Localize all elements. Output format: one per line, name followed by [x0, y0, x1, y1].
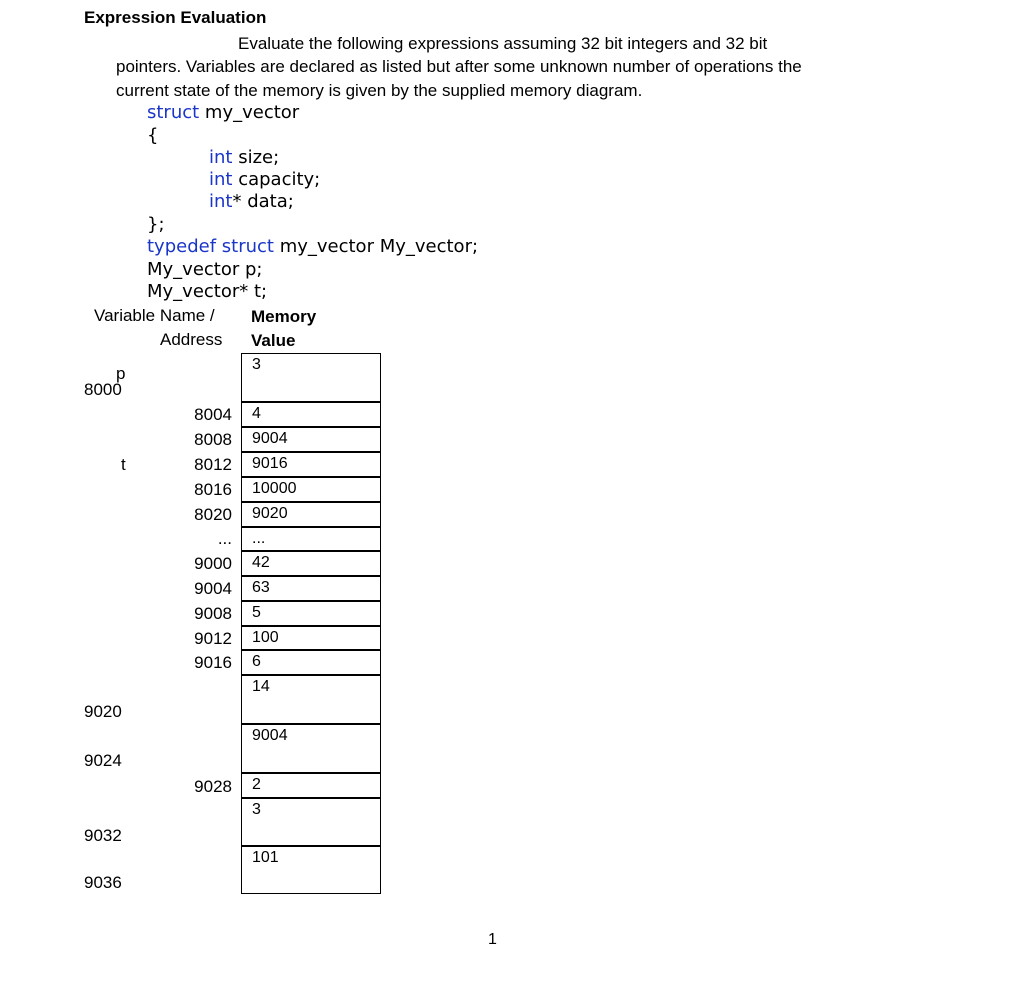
- struct-keyword: struct: [147, 102, 200, 123]
- memory-value: 14: [252, 678, 270, 695]
- memory-value: 3: [252, 356, 261, 373]
- address-8020: 8020: [194, 505, 232, 524]
- intro-line-2: pointers. Variables are declared as listed but after some unknown number of operations the: [116, 57, 802, 76]
- memory-value: 10000: [252, 480, 297, 497]
- intro-line-3: current state of the memory is given by the supplied memory diagram.: [116, 81, 643, 100]
- page-title: Expression Evaluation: [84, 8, 267, 27]
- variable-p: p: [116, 364, 126, 383]
- header-memory: Memory: [251, 307, 317, 326]
- memory-cell-9028: [241, 773, 381, 798]
- memory-cell-8012: [241, 452, 381, 477]
- memory-cell-9008: [241, 601, 381, 626]
- memory-cell-9032: [241, 798, 381, 846]
- memory-value: 3: [252, 801, 261, 818]
- address-9028: 9028: [194, 777, 232, 796]
- code-field-size: [209, 147, 279, 168]
- memory-cell-8016: [241, 477, 381, 502]
- address-9036: 9036: [84, 873, 122, 892]
- address-9016: 9016: [194, 653, 232, 672]
- intro-line-1: Evaluate the following expressions assuming 32 bit integers and 32 bit: [238, 34, 768, 53]
- field-type: int: [209, 169, 233, 190]
- address-9024: 9024: [84, 751, 122, 770]
- address-8012: 8012: [194, 455, 232, 474]
- header-value: Value: [251, 331, 296, 350]
- memory-value: 4: [252, 405, 261, 422]
- field-type: int: [209, 147, 233, 168]
- address-8008: 8008: [194, 430, 232, 449]
- address-8016: 8016: [194, 480, 232, 499]
- memory-value: 2: [252, 776, 261, 793]
- memory-cell-9012: [241, 626, 381, 650]
- code-decl-t: My_vector* t;: [147, 281, 268, 302]
- memory-cell-9000: [241, 551, 381, 576]
- code-struct-line: [147, 102, 299, 123]
- code-close-brace: };: [147, 214, 165, 235]
- typedef-rest: my_vector My_vector;: [273, 236, 479, 257]
- memory-cell-8008: [241, 427, 381, 452]
- address-9004: 9004: [194, 579, 232, 598]
- memory-value: 100: [252, 629, 279, 646]
- address-8000: 8000: [84, 380, 122, 399]
- address-9012: 9012: [194, 629, 232, 648]
- field-type: int: [209, 191, 233, 212]
- code-decl-p: My_vector p;: [147, 259, 263, 280]
- header-variable-name: Variable Name /: [94, 306, 215, 325]
- memory-value: 6: [252, 653, 261, 670]
- memory-cell-9036: [241, 846, 381, 894]
- header-address: Address: [160, 330, 223, 349]
- memory-value: ...: [252, 530, 266, 547]
- code-typedef-line: [147, 236, 478, 257]
- address-9032: 9032: [84, 826, 122, 845]
- page-number: 1: [488, 931, 497, 948]
- memory-value: 5: [252, 604, 261, 621]
- memory-cell-9004: [241, 576, 381, 601]
- address-8004: 8004: [194, 405, 232, 424]
- address-9008: 9008: [194, 604, 232, 623]
- address-9020: 9020: [84, 702, 122, 721]
- struct-name: my_vector: [199, 102, 300, 123]
- address-ellipsis: ...: [217, 529, 232, 548]
- memory-value: 9004: [252, 727, 288, 744]
- memory-cell-8004: [241, 402, 381, 427]
- memory-value: 42: [252, 554, 270, 571]
- memory-cell-8000: [241, 353, 381, 402]
- memory-cell-9016: [241, 650, 381, 675]
- typedef-keyword: typedef struct: [147, 236, 274, 257]
- memory-cell-8020: [241, 502, 381, 527]
- code-open-brace: {: [147, 125, 159, 146]
- field-rest: * data;: [232, 191, 294, 212]
- memory-value: 9016: [252, 455, 288, 472]
- field-rest: size;: [232, 147, 280, 168]
- field-rest: capacity;: [232, 169, 321, 190]
- memory-value: 9004: [252, 430, 288, 447]
- memory-cell-9020: [241, 675, 381, 724]
- memory-value: 63: [252, 579, 270, 596]
- code-field-data: [209, 191, 294, 212]
- address-9000: 9000: [194, 554, 232, 573]
- memory-cell-ellipsis: [241, 527, 381, 551]
- memory-value: 101: [252, 849, 279, 866]
- memory-value: 9020: [252, 505, 288, 522]
- code-field-capacity: [209, 169, 320, 190]
- memory-cell-9024: [241, 724, 381, 773]
- variable-t: t: [121, 455, 126, 474]
